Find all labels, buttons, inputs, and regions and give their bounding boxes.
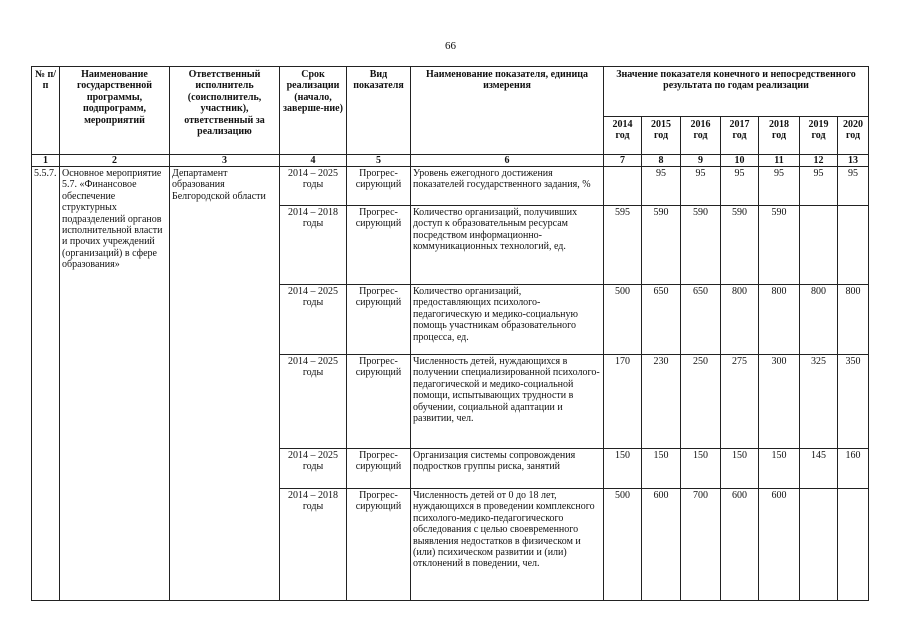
column-number: 9 <box>681 155 721 167</box>
row-value: 150 <box>681 449 721 489</box>
column-number: 4 <box>280 155 347 167</box>
column-number: 7 <box>604 155 642 167</box>
row-value: 95 <box>681 167 721 206</box>
row-value: 95 <box>759 167 800 206</box>
row-value: 95 <box>838 167 869 206</box>
row-value: 590 <box>721 206 759 285</box>
row-indicator-type: Прогрес-сирующий <box>347 285 411 355</box>
row-period: 2014 – 2025 годы <box>280 285 347 355</box>
row-value <box>838 206 869 285</box>
row-value <box>800 206 838 285</box>
row-value: 95 <box>642 167 681 206</box>
row-value: 600 <box>759 489 800 601</box>
row-value: 275 <box>721 355 759 449</box>
row-value <box>800 489 838 601</box>
header-program: Наименование государственной программы, подпрограмм, мероприятий <box>60 67 170 155</box>
header-year: 2019 год <box>800 117 838 155</box>
row-value: 95 <box>800 167 838 206</box>
header-year: 2018 год <box>759 117 800 155</box>
row-value: 590 <box>759 206 800 285</box>
row-value: 300 <box>759 355 800 449</box>
row-value <box>838 489 869 601</box>
row-value: 160 <box>838 449 869 489</box>
row-value: 800 <box>838 285 869 355</box>
row-value: 650 <box>681 285 721 355</box>
header-indicator-name: Наименование показателя, единица измерения <box>411 67 604 155</box>
row-indicator-name: Численность детей, нуждающихся в получении специализированной психолого-педагогической и медико-социальной помощи, испытывающих трудности в обучении, социальной адаптации и развитии, чел. <box>411 355 604 449</box>
row-value: 145 <box>800 449 838 489</box>
row-indicator-type: Прогрес-сирующий <box>347 167 411 206</box>
row-indicator-type: Прогрес-сирующий <box>347 355 411 449</box>
row-value: 590 <box>642 206 681 285</box>
header-number: № п/п <box>32 67 60 155</box>
column-number: 5 <box>347 155 411 167</box>
row-indicator-name: Количество организаций, получивших доступ к образовательным ресурсам посредством информационно-коммуникационных технологий, ед. <box>411 206 604 285</box>
page-number: 66 <box>445 40 456 52</box>
header-year: 2016 год <box>681 117 721 155</box>
column-number: 3 <box>170 155 280 167</box>
indicators-table <box>31 66 869 601</box>
row-value: 230 <box>642 355 681 449</box>
column-number: 11 <box>759 155 800 167</box>
row-value: 500 <box>604 489 642 601</box>
row-value: 650 <box>642 285 681 355</box>
row-value: 500 <box>604 285 642 355</box>
row-value: 350 <box>838 355 869 449</box>
row-value: 150 <box>642 449 681 489</box>
row-value: 170 <box>604 355 642 449</box>
column-number: 8 <box>642 155 681 167</box>
row-value: 150 <box>759 449 800 489</box>
row-value: 150 <box>721 449 759 489</box>
header-values-group: Значение показателя конечного и непосредственного результата по годам реализации <box>604 67 869 117</box>
row-value: 800 <box>759 285 800 355</box>
column-number: 13 <box>838 155 869 167</box>
row-period: 2014 – 2018 годы <box>280 489 347 601</box>
column-number: 10 <box>721 155 759 167</box>
header-year: 2020 год <box>838 117 869 155</box>
row-period: 2014 – 2025 годы <box>280 449 347 489</box>
table-row <box>32 167 869 206</box>
row-period: 2014 – 2025 годы <box>280 355 347 449</box>
activity-number: 5.5.7. <box>32 167 60 601</box>
row-value: 250 <box>681 355 721 449</box>
header-year: 2014 год <box>604 117 642 155</box>
row-value: 595 <box>604 206 642 285</box>
row-value: 590 <box>681 206 721 285</box>
header-executor: Ответственный исполнитель (соисполнитель, участник), ответственный за реализацию <box>170 67 280 155</box>
row-value: 600 <box>642 489 681 601</box>
activity-name: Основное мероприятие 5.7. «Финансовое обеспечение структурных подразделений органов исполнительной власти и прочих учреждений (организаций) в сфере образования» <box>60 167 170 601</box>
row-value <box>604 167 642 206</box>
column-number: 12 <box>800 155 838 167</box>
header-year: 2017 год <box>721 117 759 155</box>
row-value: 150 <box>604 449 642 489</box>
row-value: 700 <box>681 489 721 601</box>
column-number: 2 <box>60 155 170 167</box>
row-indicator-name: Организация системы сопровождения подростков группы риска, занятий <box>411 449 604 489</box>
row-period: 2014 – 2018 годы <box>280 206 347 285</box>
column-number: 1 <box>32 155 60 167</box>
row-indicator-name: Количество организаций, предоставляющих психолого-педагогическую и медико-социальную помощь участникам образовательного процесса, ед. <box>411 285 604 355</box>
activity-executor: Департамент образования Белгородской области <box>170 167 280 601</box>
column-number: 6 <box>411 155 604 167</box>
row-value: 325 <box>800 355 838 449</box>
row-value: 800 <box>721 285 759 355</box>
row-value: 95 <box>721 167 759 206</box>
header-period: Срок реализации (начало, заверше-ние) <box>280 67 347 155</box>
row-indicator-type: Прогрес-сирующий <box>347 449 411 489</box>
row-indicator-type: Прогрес-сирующий <box>347 489 411 601</box>
row-indicator-type: Прогрес-сирующий <box>347 206 411 285</box>
row-indicator-name: Уровень ежегодного достижения показателей государственного задания, % <box>411 167 604 206</box>
row-value: 600 <box>721 489 759 601</box>
header-year: 2015 год <box>642 117 681 155</box>
row-indicator-name: Численность детей от 0 до 18 лет, нуждающихся в проведении комплексного психолого-медико-педагогического обследования с целью своевременного выявления недостатков в физическом и (или) психическом развитии и (или) отклонений в поведении, чел. <box>411 489 604 601</box>
row-period: 2014 – 2025 годы <box>280 167 347 206</box>
row-value: 800 <box>800 285 838 355</box>
header-indicator-type: Вид показателя <box>347 67 411 155</box>
